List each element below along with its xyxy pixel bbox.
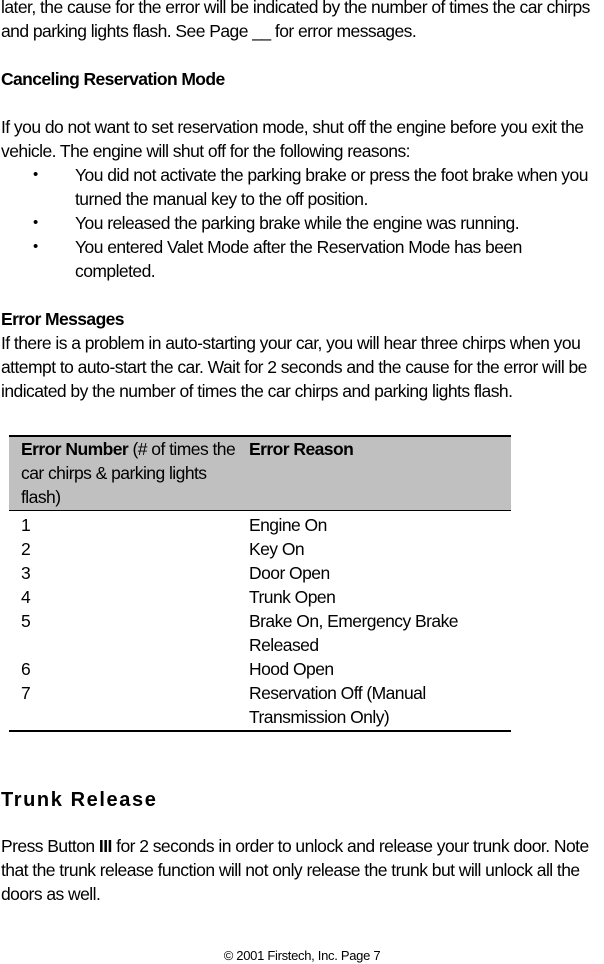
error-reason-cell: Trunk Open xyxy=(249,587,336,607)
error-number-cell: 7 xyxy=(9,681,237,731)
shutoff-reasons-list xyxy=(0,163,604,283)
error-reason-column-header: Error Reason xyxy=(237,436,511,511)
list-item xyxy=(0,211,604,235)
error-messages-paragraph: If there is a problem in auto-starting your car, you will hear three chirps when you attempt to auto-start the car. Wait for 2 seconds and the cause for the error will be indicated by the number of times the car chirps and parking lights flash. xyxy=(1,333,587,401)
table-row xyxy=(9,537,511,561)
table-row xyxy=(9,561,511,585)
error-number-cell: 1 xyxy=(21,515,31,535)
bullet-icon: • xyxy=(33,166,38,183)
trunk-release-title: Trunk Release xyxy=(1,789,158,811)
error-reason-cell: Hood Open xyxy=(249,659,334,679)
table-row xyxy=(9,657,511,681)
error-number-cell: 3 xyxy=(21,563,31,583)
table-row xyxy=(9,585,511,609)
error-reason-cell: Engine On xyxy=(249,515,327,535)
trunk-release-paragraph: Press Button III for 2 seconds in order to unlock and release your trunk door. Note that the trunk release function will not only release the trunk but will unlock all the doors as well. xyxy=(1,836,589,904)
canceling-reservation-heading: Canceling Reservation Mode xyxy=(1,69,225,89)
canceling-reservation-paragraph: If you do not want to set reservation mode, shut off the engine before you exit the vehicle. The engine will shut off for the following reasons: xyxy=(1,117,584,161)
list-item xyxy=(0,235,604,283)
bullet-icon: • xyxy=(33,238,38,255)
error-number-cell: 6 xyxy=(21,659,31,679)
error-reason-cell: Reservation Off (Manual Transmission Only) xyxy=(237,681,511,731)
intro-paragraph: later, the cause for the error will be indicated by the number of times the car chirps and parking lights flash. See Page __ for error messages. xyxy=(1,0,590,41)
list-item-text: You released the parking brake while the engine was running. xyxy=(75,213,520,233)
error-reason-cell: Door Open xyxy=(249,563,330,583)
error-messages-heading: Error Messages xyxy=(1,309,124,329)
table-row xyxy=(9,511,511,538)
button-name: III xyxy=(98,836,112,856)
bullet-icon: • xyxy=(33,214,38,231)
error-number-cell: 4 xyxy=(21,587,31,607)
error-reason-cell: Key On xyxy=(249,539,305,559)
list-item-text: You entered Valet Mode after the Reservation Mode has been completed. xyxy=(75,237,522,281)
page-footer: © 2001 Firstech, Inc. Page 7 xyxy=(223,948,381,963)
error-table xyxy=(9,435,511,732)
list-item xyxy=(0,163,604,211)
table-row xyxy=(9,681,511,731)
error-number-cell: 2 xyxy=(21,539,31,559)
list-item-text: You did not activate the parking brake or press the foot brake when you turned the manual key to the off position. xyxy=(75,165,588,209)
table-row xyxy=(9,609,511,657)
error-number-column-header: Error Number (# of times the car chirps & parking lights flash) xyxy=(9,436,237,511)
error-number-cell: 5 xyxy=(21,611,31,631)
error-reason-cell: Brake On, Emergency Brake Released xyxy=(249,611,458,655)
table-header-row xyxy=(9,436,511,511)
